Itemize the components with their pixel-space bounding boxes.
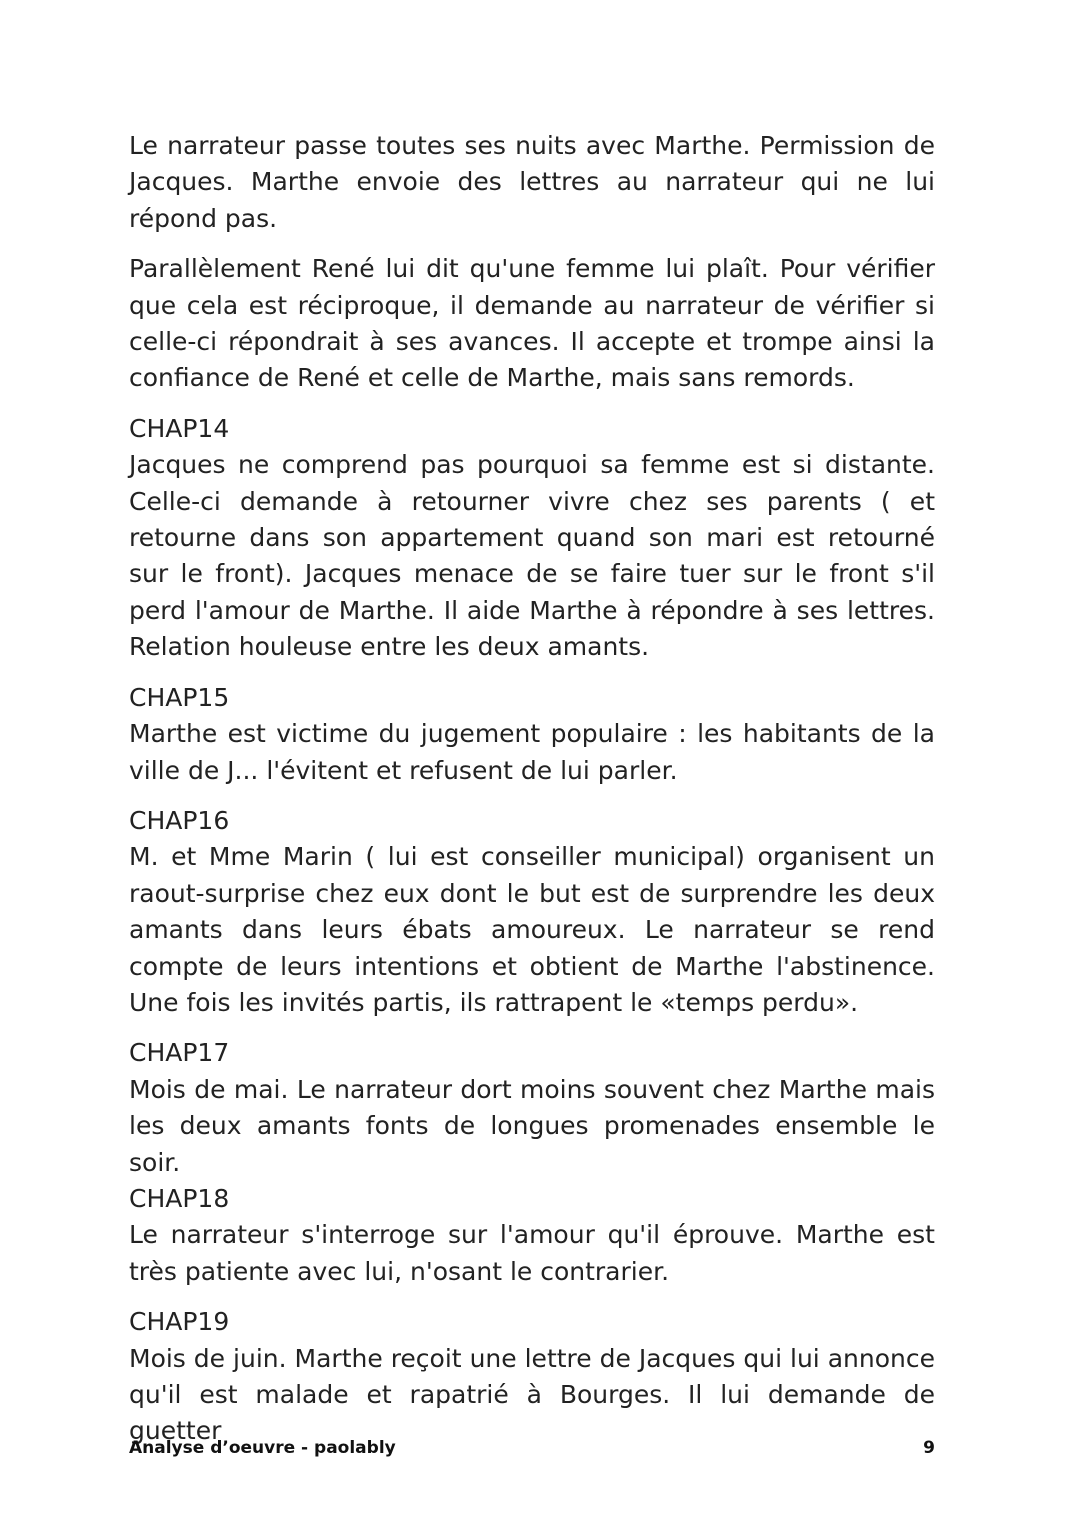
footer-label: Analyse d’oeuvre - paolably [129, 1438, 396, 1458]
chapter-text-16: M. et Mme Marin ( lui est conseiller municipal) organisent un raout-surprise chez eux dont le but est de surprendre les deux amants dans leurs ébats amoureux. Le narrateur se rend compte de leurs intentions et obtient de Marthe l'abstinence. Une fois les invités partis, ils rattrapent le «temps perdu». [129, 842, 935, 1017]
chapter-title-18: CHAP18 [129, 1183, 230, 1213]
page-body [129, 128, 935, 1464]
chapter-text-15: Marthe est victime du jugement populaire : les habitants de la ville de J... l'évitent et refusent de lui parler. [129, 719, 935, 785]
chapter-text-18: Le narrateur s'interroge sur l'amour qu'il éprouve. Marthe est très patiente avec lui, n'osant le contrarier. [129, 1220, 935, 1286]
chapter-title-14: CHAP14 [129, 413, 230, 443]
paragraph-rene: Parallèlement René lui dit qu'une femme lui plaît. Pour vérifier que cela est réciproque, il demande au narrateur de vérifier si celle-ci répondrait à ses avances. Il accepte et trompe ainsi la confiance de René et celle de Marthe, mais sans remords. [129, 254, 935, 393]
page-number: 9 [923, 1438, 935, 1458]
chapter-title-15: CHAP15 [129, 682, 230, 712]
chapter-title-17: CHAP17 [129, 1038, 230, 1068]
chapter-text-14: Jacques ne comprend pas pourquoi sa femme est si distante. Celle-ci demande à retourner vivre chez ses parents ( et retourne dans son appartement quand son mari est retourné sur le front). Jacques menace de se faire tuer sur le front s'il perd l'amour de Marthe. Il aide Marthe à répondre à ses lettres. Relation houleuse entre les deux amants. [129, 450, 935, 662]
chapter-text-17: Mois de mai. Le narrateur dort moins souvent chez Marthe mais les deux amants fonts de longues promenades ensemble le soir. [129, 1074, 935, 1177]
chapter-title-16: CHAP16 [129, 805, 230, 835]
chapter-text-19: Mois de juin. Marthe reçoit une lettre de Jacques qui lui annonce qu'il est malade et rapatrié à Bourges. Il lui demande de guetter [129, 1343, 935, 1446]
chapter-title-19: CHAP19 [129, 1307, 230, 1337]
paragraph-nights: Le narrateur passe toutes ses nuits avec Marthe. Permission de Jacques. Marthe envoie des lettres au narrateur qui ne lui répond pas. [129, 131, 935, 233]
